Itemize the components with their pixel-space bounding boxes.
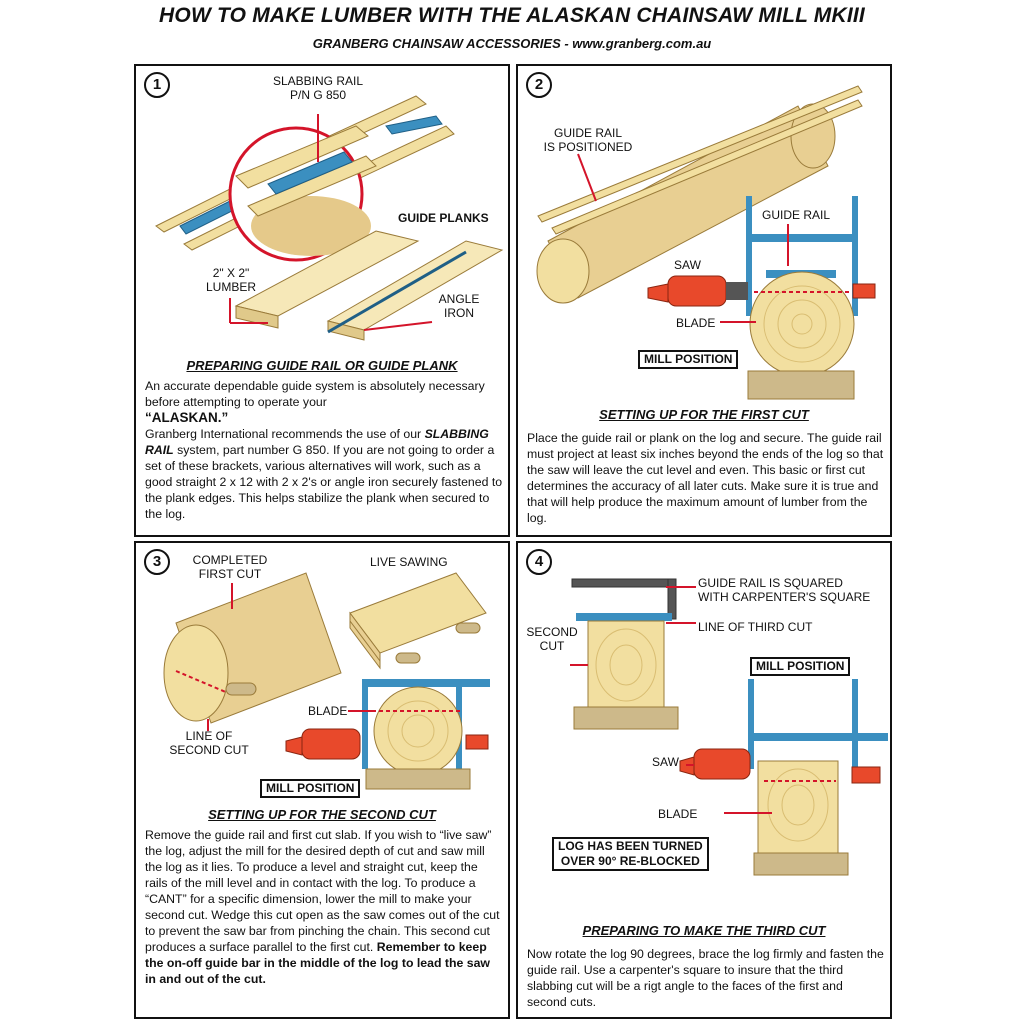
log-turned-line2: OVER 90° RE-BLOCKED: [560, 854, 700, 868]
line-of-second-cut-label: [164, 729, 254, 757]
line-of-second-cut-line1: LINE OF: [185, 729, 233, 743]
panel-1-heading: PREPARING GUIDE RAIL OR GUIDE PLANK: [186, 358, 458, 373]
panel-3-text-main: Remove the guide rail and first cut slab. If you wish to “live saw” the log, adjust the mill for the desired depth of cut and saw mill the log as it lies. To produce a level and straight cut, keep the rails of the mill level and in contact with the log. To produce a “CANT” for a specific dimension, lower the mill to make your second cut. Wedge this cut open as the saw comes out of the cut to prevent the saw bar from pinching the chain. This second cut produces a surface parallel to the first cut.: [145, 828, 500, 954]
guide-rail-squared-line2: WITH CARPENTER'S SQUARE: [698, 590, 871, 604]
panel-2-text: Place the guide rail or plank on the log and secure. The guide rail must project at least six inches beyond the ends of the log so that the saw will leave the cut level and even. This basic or first cut determines the accuracy of all later cuts. Make sure it is true and that will help produce the maximum amount of lumber from the log.: [527, 431, 884, 525]
second-cut-line1: SECOND: [526, 625, 578, 639]
line-of-third-cut-label: LINE OF THIRD CUT: [698, 620, 813, 634]
panel-4-heading: PREPARING TO MAKE THE THIRD CUT: [582, 923, 826, 938]
slabbing-rail-label: [258, 74, 378, 102]
live-sawing-drawing: [350, 573, 486, 668]
angle-iron-label-line2: IRON: [444, 306, 474, 320]
first-cut-log-drawing: [164, 573, 341, 723]
completed-first-cut-line2: FIRST CUT: [198, 567, 262, 581]
lumber-label-line1: 2" X 2": [212, 266, 250, 280]
mill-position-label: MILL POSITION: [750, 657, 850, 676]
slabbing-rail-label-line1: SLABBING RAIL: [272, 74, 364, 88]
guide-rail-squared-line1: GUIDE RAIL IS SQUARED: [698, 576, 843, 590]
panel-4-third-cut: [516, 541, 892, 1019]
blade-label: BLADE: [676, 316, 716, 330]
saw-label: SAW: [674, 258, 701, 272]
mill-position-label: MILL POSITION: [260, 779, 360, 798]
completed-first-cut-label: [190, 553, 270, 581]
step-number-badge: 3: [144, 549, 170, 575]
log-turned-line1: LOG HAS BEEN TURNED: [558, 839, 703, 853]
angle-iron-label: [434, 292, 484, 320]
page-subtitle: GRANBERG CHAINSAW ACCESSORIES - www.granberg.com.au: [312, 36, 712, 51]
lumber-label: [196, 266, 266, 294]
panel-1-text-slabbing-rail: SLABBING RAIL: [145, 427, 489, 457]
panel-2-first-cut: [516, 64, 892, 537]
page-title: HOW TO MAKE LUMBER WITH THE ALASKAN CHAINSAW MILL MKIII: [159, 4, 865, 27]
guide-rail-positioned-line1: GUIDE RAIL: [553, 126, 622, 140]
second-cut-label: [522, 625, 582, 653]
second-cut-line2: CUT: [539, 639, 565, 653]
panel-1-text-intro: An accurate dependable guide system is absolutely necessary before attempting to operate your: [145, 379, 485, 409]
step-number-badge: 4: [526, 549, 552, 575]
angle-iron-label-line1: ANGLE: [438, 292, 480, 306]
line-of-second-cut-line2: SECOND CUT: [169, 743, 249, 757]
blade-label: BLADE: [308, 704, 348, 718]
panel-3-text-bold: Remember to keep the on-off guide bar in the middle of the log to lead the saw in and out of the cut.: [145, 940, 490, 986]
guide-rail-label: GUIDE RAIL: [762, 208, 831, 222]
panel-3-heading: SETTING UP FOR THE SECOND CUT: [208, 807, 436, 822]
slabbing-rail-label-line2: P/N G 850: [289, 88, 347, 102]
guide-planks-label: GUIDE PLANKS: [398, 211, 489, 225]
log-turned-label: [552, 837, 709, 871]
panel-1-text: [145, 378, 503, 522]
squared-log-drawing: [572, 579, 678, 729]
panel-1-text-rest: system, part number G 850. If you are not going to order a set of these brackets, various alternatives will work, such as a good straight 2 x 12 with 2 x 2's or angle iron securely fastened to the plank edges. This helps stabilize the plank when secured to the log.: [145, 443, 503, 521]
panel-2-heading: SETTING UP FOR THE FIRST CUT: [599, 407, 809, 422]
guide-rail-squared-label: [698, 576, 870, 604]
panel-1-text-alaskan: “ALASKAN.”: [145, 410, 229, 425]
panel-3-second-cut: [134, 541, 510, 1019]
mill-on-log-drawing: [746, 196, 858, 399]
panel-1-preparing-guide-rail: [134, 64, 510, 537]
guide-rail-positioned-label: [538, 126, 638, 154]
blade-label: BLADE: [658, 807, 698, 821]
step-number-badge: 2: [526, 72, 552, 98]
live-sawing-label: LIVE SAWING: [370, 555, 448, 569]
panel-4-text: Now rotate the log 90 degrees, brace the log firmly and fasten the guide rail. Use a carpenter's square to insure that the third slabbing cut will be a rigt angle to the faces of the first and second cuts.: [527, 947, 884, 1009]
step-number-badge: 1: [144, 72, 170, 98]
guide-rail-positioned-line2: IS POSITIONED: [543, 140, 633, 154]
lumber-label-line2: LUMBER: [205, 280, 256, 294]
completed-first-cut-line1: COMPLETED: [192, 553, 268, 567]
panel-1-text-recommend: Granberg International recommends the use of our: [145, 427, 422, 441]
mill-second-cut-drawing: [286, 679, 490, 789]
mill-position-label: MILL POSITION: [638, 350, 738, 369]
panel-3-text: [145, 827, 503, 987]
saw-label: SAW: [652, 755, 679, 769]
mill-third-cut-drawing: [680, 679, 888, 875]
magnifier-circle: [230, 126, 376, 260]
